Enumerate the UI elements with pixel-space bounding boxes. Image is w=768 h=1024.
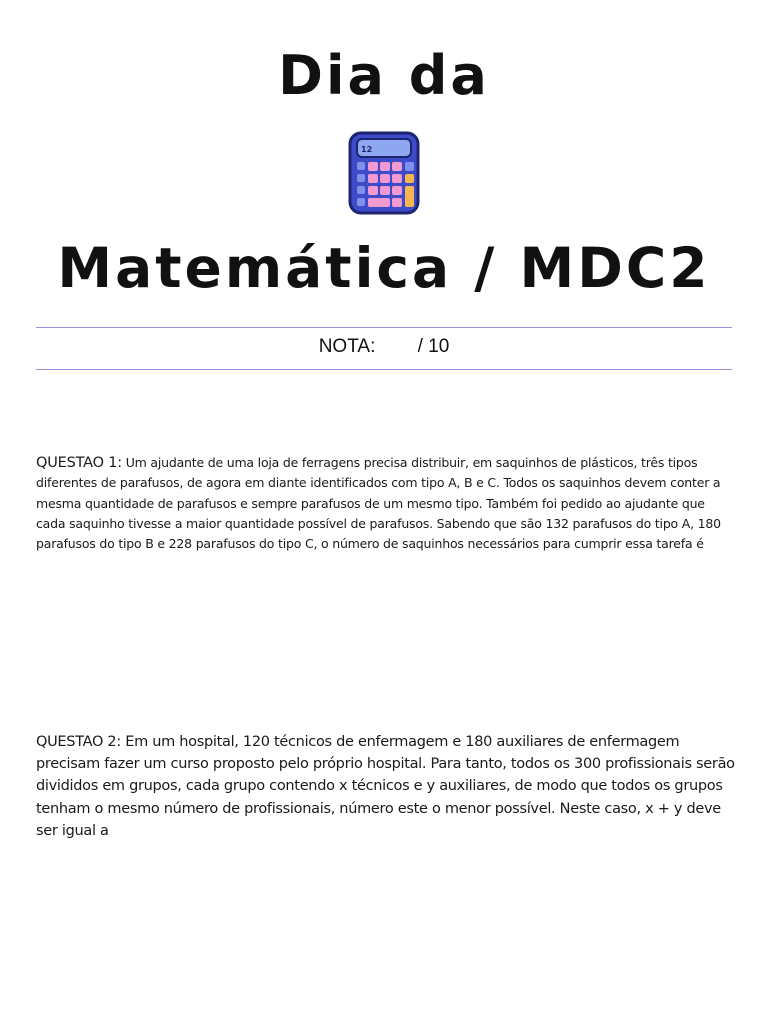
question-1-text: Um ajudante de uma loja de ferragens precisa distribuir, em saquinhos de plásticos, três tipos diferentes de parafusos, de agora em diante identificados com tipo A, B e C. Todos os saquinhos devem conter a mesma quantidade de parafusos e sempre parafusos de um mesmo tipo. Também foi pedido ao ajudante que cada saquinho tivesse a maior quantidade possível de parafusos. Sabendo que são 132 parafusos do tipo A, 180 parafusos do tipo B e 228 parafusos do tipo C, o número de saquinhos necessários para cumprir essa tarefa é — [36, 455, 721, 552]
divider-top — [36, 327, 732, 328]
title-line-1: Dia da — [278, 44, 490, 107]
question-1-label: QUESTAO 1: — [36, 455, 122, 471]
question-1 — [36, 453, 736, 554]
score-label: NOTA: — [318, 336, 376, 357]
calculator-display-text: 12 — [361, 145, 373, 154]
calculator-icon — [347, 131, 421, 215]
divider-bottom — [36, 369, 732, 370]
title-line-2: Matemática / MDC2 — [57, 236, 711, 300]
score-line — [0, 336, 768, 358]
question-2-text: Em um hospital, 120 técnicos de enfermagem e 180 auxiliares de enfermagem precisam fazer um curso proposto pelo próprio hospital. Para tanto, todos os 300 profissionais serão divididos em grupos, cada grupo contendo x técnicos e y auxiliares, de modo que todos os grupos tenham o mesmo número de profissionais, número este o menor possível. Neste caso, x + y deve ser igual a — [36, 734, 735, 839]
score-max: / 10 — [417, 336, 450, 357]
question-2 — [36, 731, 736, 842]
question-2-label: QUESTAO 2: — [36, 734, 121, 750]
